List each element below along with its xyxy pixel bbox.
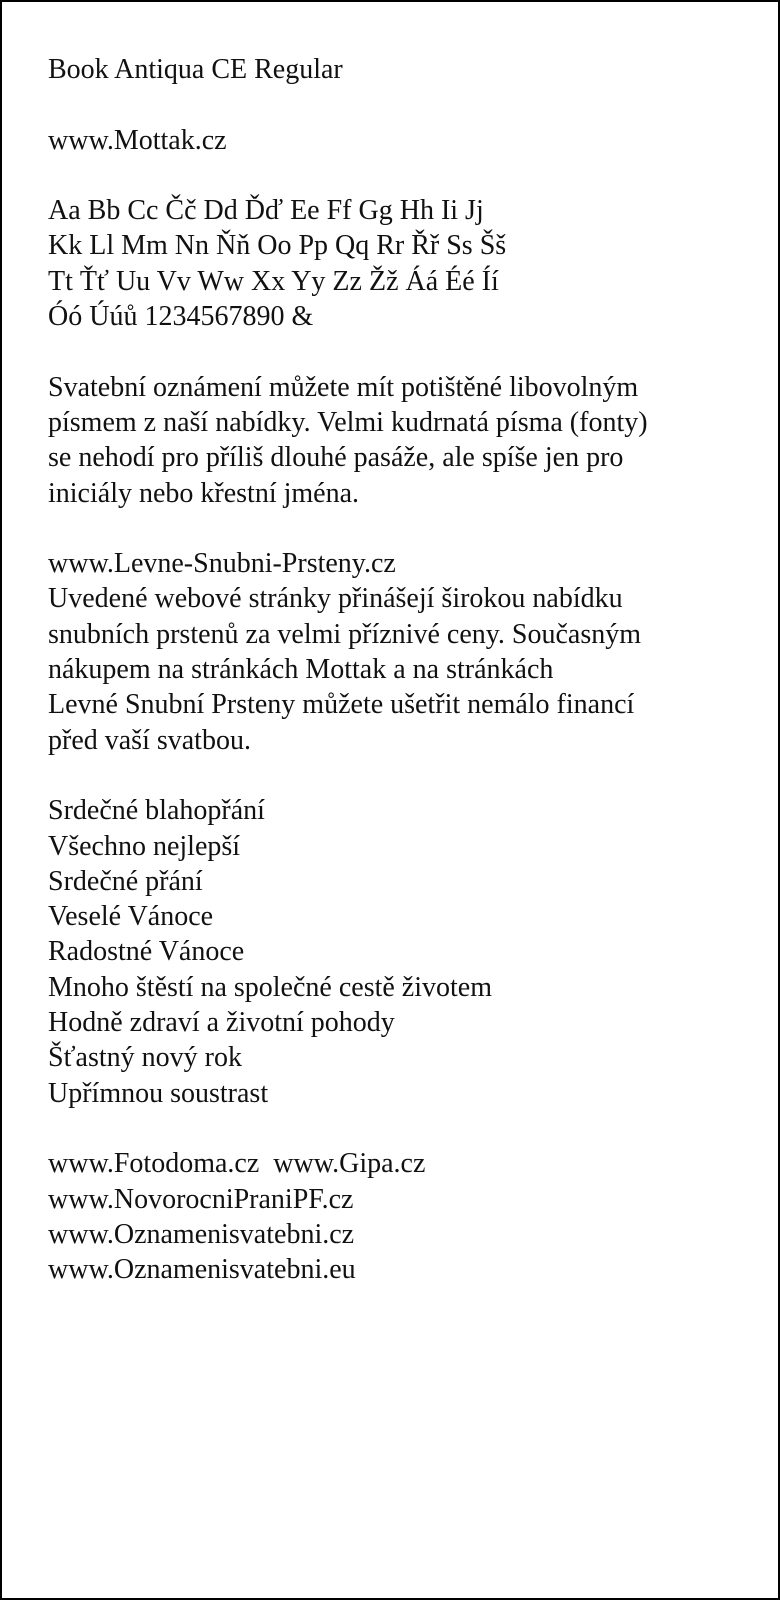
- site-url: www.Mottak.cz: [48, 124, 227, 156]
- alphabet-line: Kk Ll Mm Nn Ňň Oo Pp Qq Rr Řř Ss Šš: [48, 230, 507, 262]
- wish-item: Mnoho štěstí na společné cestě životem: [48, 971, 492, 1003]
- link-line: www.NovorocniPraniPF.cz: [48, 1183, 354, 1215]
- intro-paragraph: [48, 370, 768, 511]
- spacer: [48, 1111, 768, 1146]
- wish-item: Všechno nejlepší: [48, 830, 241, 862]
- paragraph-line: písmem z naší nabídky. Velmi kudrnatá písma (fonty): [48, 406, 648, 438]
- link-line: www.Fotodoma.cz www.Gipa.cz: [48, 1148, 426, 1180]
- link-line: www.Oznamenisvatebni.cz: [48, 1218, 355, 1250]
- paragraph-line: iniciály nebo křestní jména.: [48, 477, 360, 509]
- wish-item: Upřímnou soustrast: [48, 1077, 269, 1109]
- alphabet-line: Tt Ťť Uu Vv Ww Xx Yy Zz Žž Áá Éé Íí: [48, 265, 499, 297]
- alphabet-line: Aa Bb Cc Čč Dd Ďď Ee Ff Gg Hh Ii Jj: [48, 195, 484, 227]
- links-list: [48, 1146, 768, 1287]
- paragraph-line: Svatební oznámení můžete mít potištěné libovolným: [48, 371, 639, 403]
- wish-item: Šťastný nový rok: [48, 1042, 242, 1074]
- wish-item: Srdečné blahopřání: [48, 795, 265, 827]
- spacer: [48, 758, 768, 793]
- rings-url: www.Levne-Snubni-Prsteny.cz: [48, 548, 396, 580]
- header-block: [48, 52, 768, 158]
- font-title: Book Antiqua CE Regular: [48, 54, 343, 85]
- spacer: [48, 511, 768, 546]
- paragraph-line: nákupem na stránkách Mottak a na stránkách: [48, 654, 554, 686]
- paragraph-line: snubních prstenů za velmi příznivé ceny. Současným: [48, 618, 642, 650]
- spacer: [48, 334, 768, 369]
- wishes-list: [48, 793, 768, 1111]
- link-line: www.Oznamenisvatebni.eu: [48, 1254, 356, 1286]
- wish-item: Veselé Vánoce: [48, 901, 214, 933]
- spacer: [48, 87, 768, 122]
- rings-section: [48, 546, 768, 758]
- paragraph-line: Uvedené webové stránky přinášejí širokou nabídku: [48, 583, 623, 615]
- wish-item: Srdečné přání: [48, 865, 203, 897]
- wish-item: Hodně zdraví a životní pohody: [48, 1007, 395, 1039]
- paragraph-line: před vaší svatbou.: [48, 724, 251, 756]
- paragraph-line: se nehodí pro příliš dlouhé pasáže, ale spíše jen pro: [48, 442, 624, 474]
- spacer: [48, 158, 768, 193]
- wish-item: Radostné Vánoce: [48, 936, 245, 968]
- specimen-content: [48, 52, 768, 1287]
- alphabet-block: [48, 193, 768, 334]
- paragraph-line: Levné Snubní Prsteny můžete ušetřit nemálo financí: [48, 689, 635, 721]
- alphabet-line: Óó Úúů 1234567890 &: [48, 301, 314, 333]
